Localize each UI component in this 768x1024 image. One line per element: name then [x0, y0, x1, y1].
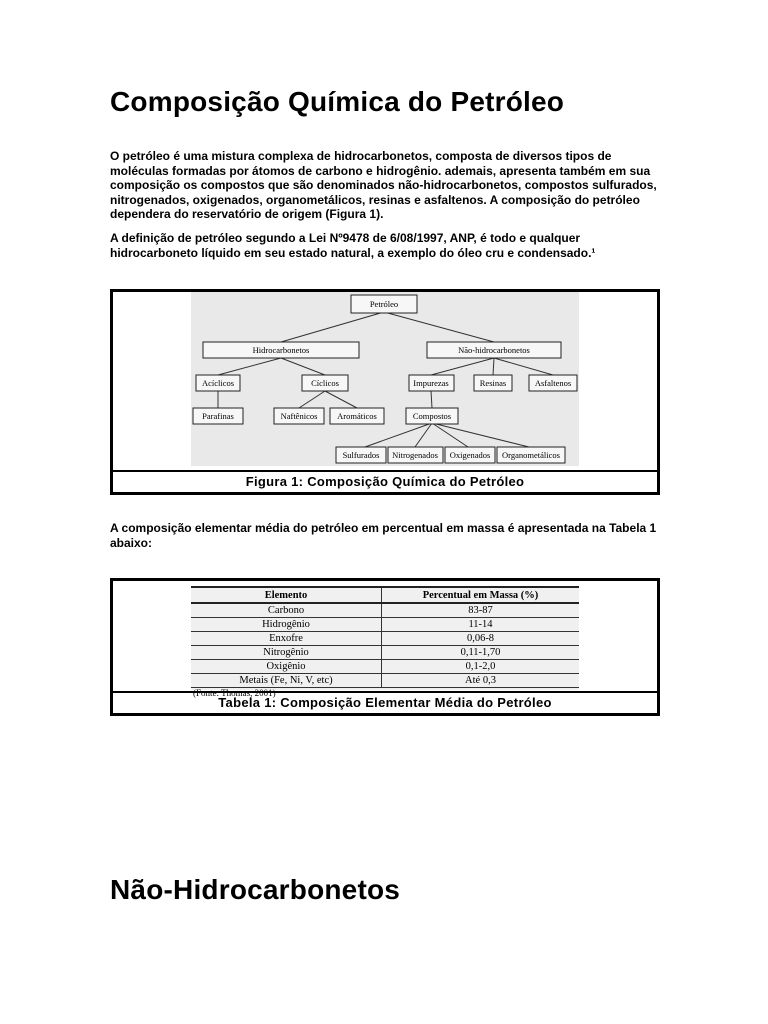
node-aromaticos	[330, 408, 384, 424]
node-nao-hidrocarbonetos	[427, 342, 561, 358]
percent-cell: 0,1-2,0	[382, 660, 580, 674]
table-row	[191, 674, 579, 688]
svg-text:Naftênicos: Naftênicos	[280, 411, 318, 421]
section-title: Não-Hidrocarbonetos	[110, 874, 401, 905]
intro-paragraph: O petróleo é uma mistura complexa de hidrocarbonetos, composta de diversos tipos de moléculas formadas por átomos de carbono e hidrogênio. ademais, apresenta também em sua composição os compostos que são denominados não-hidrocarbonetos, compostos sulfurados, nitrogenados, oxigenados, organometálicos, resinas e asfaltenos. A composição do petróleo dependera do reservatório de origem (Figura 1).	[110, 149, 657, 222]
svg-text:Compostos: Compostos	[412, 411, 452, 421]
element-cell: Metais (Fe, Ni, V, etc)	[191, 674, 382, 688]
figure-1	[110, 289, 660, 495]
figure-caption: Figura 1: Composição Química do Petróleo	[113, 470, 657, 492]
element-cell: Enxofre	[191, 632, 382, 646]
percent-cell: 0,11-1,70	[382, 646, 580, 660]
node-petroleo	[351, 295, 417, 313]
node-nitrogenados	[388, 447, 443, 463]
node-oxigenados	[445, 447, 495, 463]
svg-text:Acíclicos: Acíclicos	[201, 378, 235, 388]
table-row	[191, 603, 579, 618]
percent-cell: 83-87	[382, 603, 580, 618]
node-ciclicos	[302, 375, 348, 391]
composition-table	[191, 586, 579, 698]
svg-text:Não-hidrocarbonetos: Não-hidrocarbonetos	[458, 345, 530, 355]
table-source: (Fonte: Thomas, 2001)	[193, 688, 276, 698]
svg-text:Resinas: Resinas	[479, 378, 507, 388]
node-organometalicos	[497, 447, 565, 463]
svg-text:Impurezas: Impurezas	[413, 378, 449, 388]
svg-text:Cíclicos: Cíclicos	[311, 378, 339, 388]
percent-cell: 11-14	[382, 618, 580, 632]
table-row	[191, 632, 579, 646]
table-intro-paragraph: A composição elementar média do petróleo em percentual em massa é apresentada na Tabela 1 abaixo:	[110, 521, 657, 550]
node-hidrocarbonetos	[203, 342, 359, 358]
svg-text:Organometálicos: Organometálicos	[502, 450, 560, 460]
table-1	[110, 578, 660, 716]
percent-cell: 0,06-8	[382, 632, 580, 646]
node-compostos	[406, 408, 458, 424]
node-parafinas	[193, 408, 243, 424]
table-caption: Tabela 1: Composição Elementar Média do Petróleo	[113, 691, 657, 713]
svg-text:Asfaltenos: Asfaltenos	[534, 378, 572, 388]
svg-text:Parafinas: Parafinas	[202, 411, 234, 421]
node-naftenicos	[274, 408, 324, 424]
table-row	[191, 660, 579, 674]
page-title: Composição Química do Petróleo	[110, 86, 565, 117]
composition-diagram	[191, 292, 579, 466]
svg-text:Nitrogenados: Nitrogenados	[392, 450, 438, 460]
table-row	[191, 646, 579, 660]
element-cell: Nitrogênio	[191, 646, 382, 660]
definition-paragraph: A definição de petróleo segundo a Lei Nº9478 de 6/08/1997, ANP, é todo e qualquer hidrocarboneto líquido em seu estado natural, a exemplo do óleo cru e condensado.¹	[110, 231, 596, 260]
percent-cell: Até 0,3	[382, 674, 580, 688]
element-cell: Carbono	[191, 603, 382, 618]
svg-text:Petróleo: Petróleo	[369, 299, 399, 309]
table-header-row	[191, 587, 579, 603]
svg-text:Oxigenados: Oxigenados	[449, 450, 491, 460]
table-row	[191, 618, 579, 632]
header-elemento: Elemento	[191, 587, 382, 603]
element-cell: Oxigênio	[191, 660, 382, 674]
element-cell: Hidrogênio	[191, 618, 382, 632]
header-percentual: Percentual em Massa (%)	[382, 587, 580, 603]
node-sulfurados	[336, 447, 386, 463]
svg-text:Hidrocarbonetos: Hidrocarbonetos	[252, 345, 310, 355]
node-asfaltenos	[529, 375, 577, 391]
svg-text:Aromáticos: Aromáticos	[337, 411, 377, 421]
node-resinas	[474, 375, 512, 391]
node-impurezas	[409, 375, 454, 391]
svg-text:Sulfurados: Sulfurados	[342, 450, 380, 460]
node-aciclicos	[196, 375, 240, 391]
